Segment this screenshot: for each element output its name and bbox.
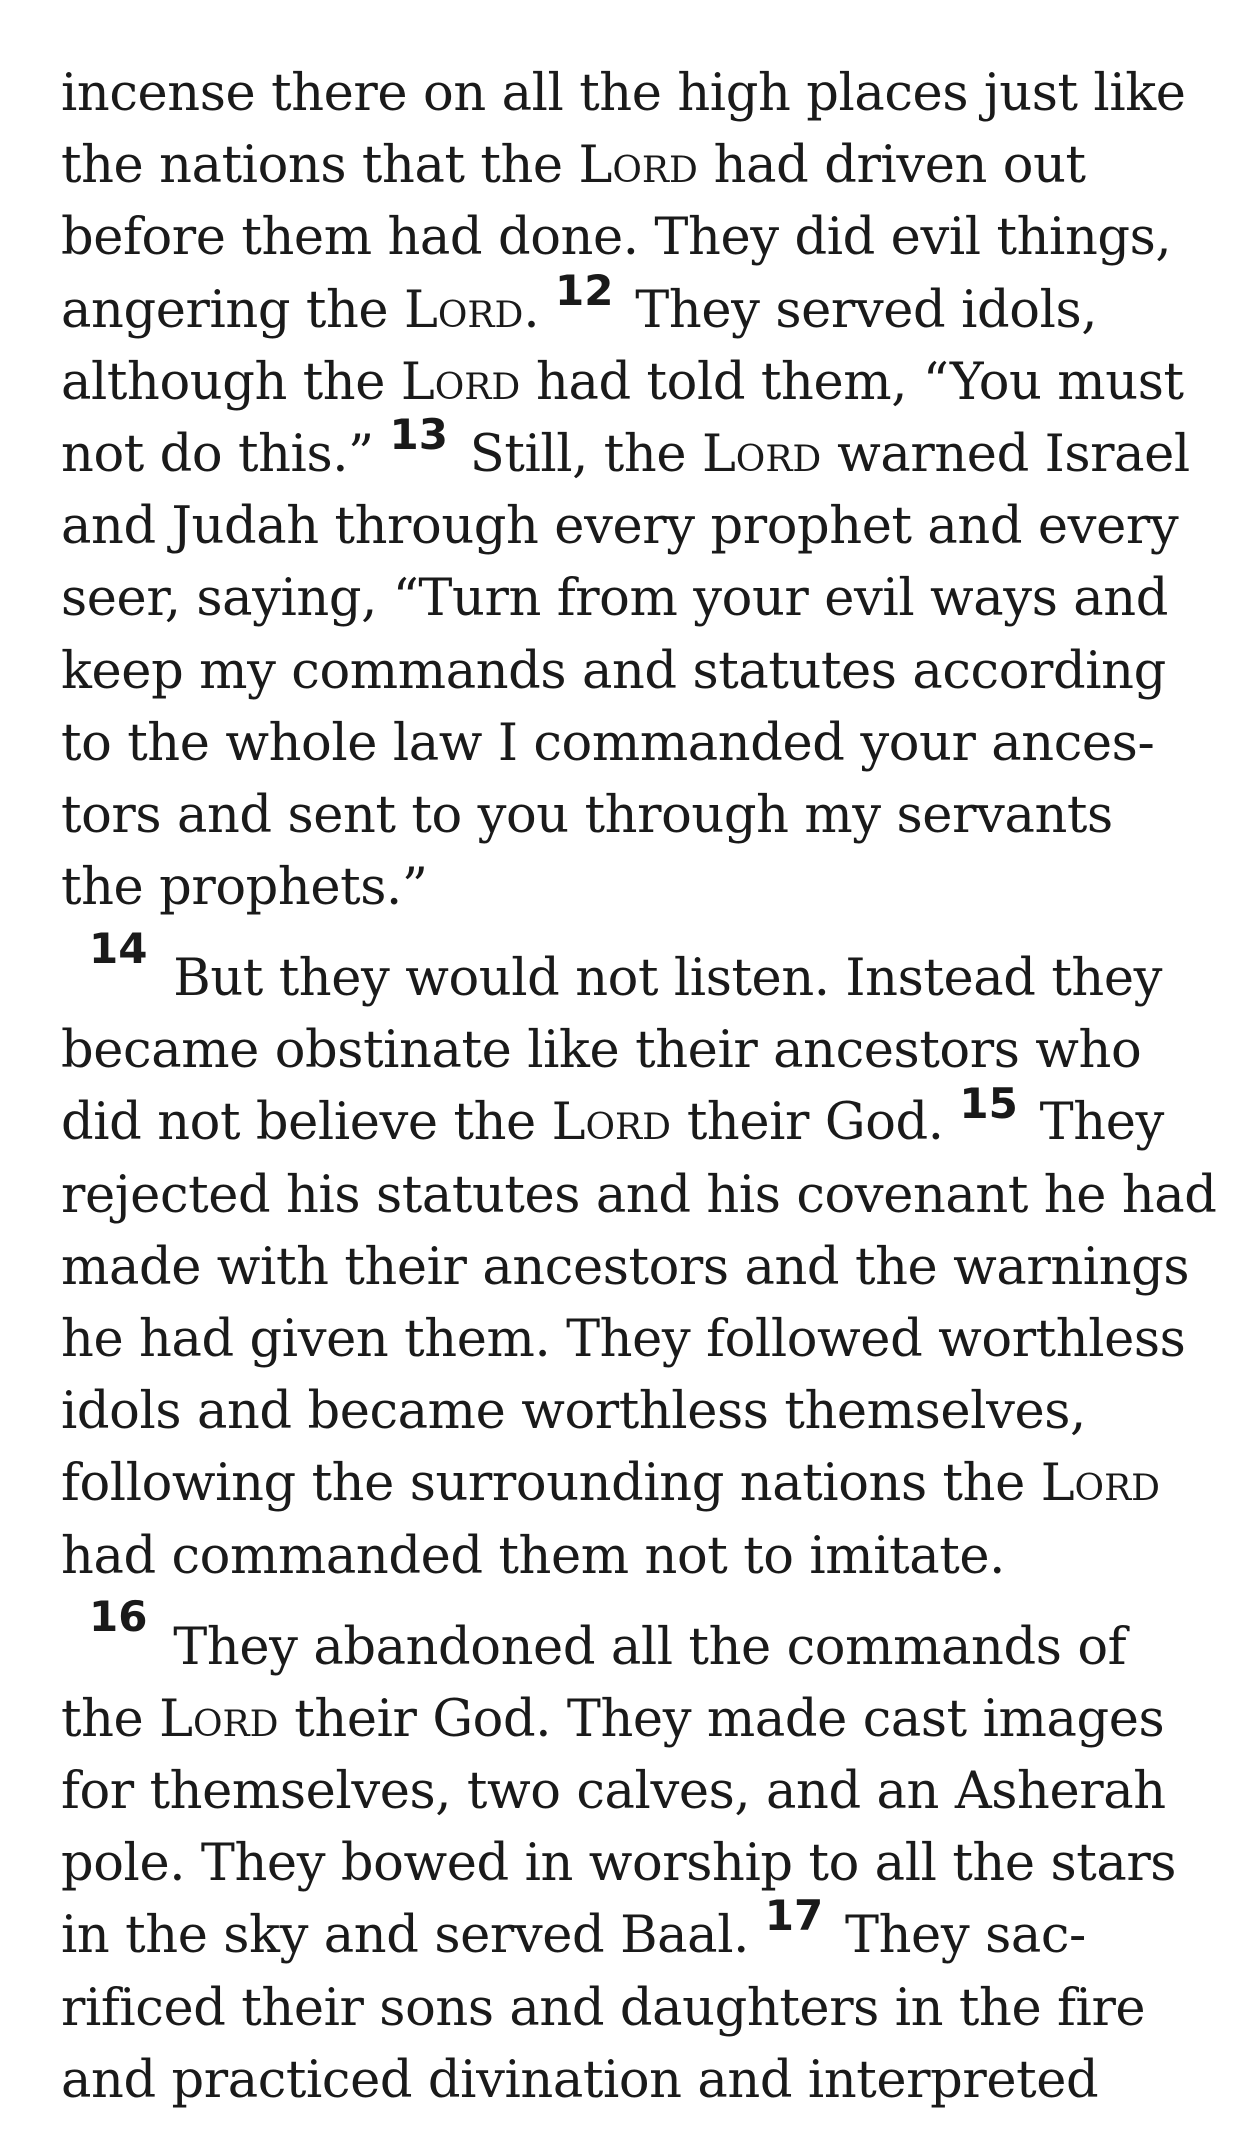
text-line bbox=[61, 1973, 1211, 2045]
verse-text: although the bbox=[61, 352, 401, 412]
verse-text: before them had done. They did evil things, bbox=[61, 208, 1172, 268]
verse-text: Still, the bbox=[454, 424, 702, 484]
verse-text: he had given them. They followed worthless bbox=[61, 1310, 1186, 1369]
verse-text: warned Israel bbox=[821, 424, 1190, 484]
divine-name: Lord bbox=[578, 136, 698, 196]
verse-text: had driven out bbox=[697, 136, 1086, 196]
text-line bbox=[61, 780, 1211, 852]
text-line bbox=[61, 708, 1211, 780]
text-line bbox=[61, 1521, 1211, 1593]
scripture-passage bbox=[61, 58, 1217, 2117]
verse-text: their God. bbox=[671, 1093, 960, 1153]
verse-text: the prophets.” bbox=[61, 858, 428, 918]
verse-text: for themselves, two calves, and an Asherah bbox=[61, 1761, 1166, 1821]
verse-text: They served idols, bbox=[619, 280, 1098, 340]
verse-text: their God. They made cast images bbox=[278, 1689, 1165, 1749]
text-line bbox=[61, 491, 1211, 563]
text-line bbox=[61, 1593, 1211, 1684]
verse-text: tors and sent to you through my servants bbox=[61, 785, 1113, 845]
text-line bbox=[61, 58, 1211, 130]
text-line bbox=[61, 563, 1211, 635]
verse-text: in the sky and served Baal. bbox=[61, 1906, 765, 1966]
verse-text: and Judah through every prophet and every bbox=[61, 497, 1179, 557]
divine-name: Lord bbox=[400, 352, 521, 412]
text-line bbox=[61, 1304, 1211, 1376]
verse-text: following the surrounding nations the bbox=[61, 1454, 1041, 1514]
verse-number: 15 bbox=[959, 1078, 1018, 1128]
text-line bbox=[61, 347, 1211, 419]
text-line bbox=[61, 130, 1211, 202]
verse-text: the nations that the bbox=[61, 136, 579, 196]
verse-text: . bbox=[523, 280, 555, 340]
text-line bbox=[61, 410, 1211, 491]
verse-text: idols and became worthless themselves, bbox=[61, 1382, 1086, 1442]
text-line bbox=[61, 1756, 1211, 1828]
text-line bbox=[61, 202, 1211, 274]
verse-text: seer, saying, “Turn from your evil ways and bbox=[61, 569, 1168, 629]
divine-name: Lord bbox=[1040, 1454, 1161, 1514]
text-line bbox=[61, 1684, 1211, 1756]
text-line bbox=[61, 265, 1211, 347]
text-line bbox=[61, 1828, 1211, 1900]
text-line bbox=[61, 1078, 1211, 1159]
text-line bbox=[61, 1891, 1211, 1972]
text-line bbox=[61, 1015, 1211, 1087]
verse-text: They abandoned all the commands of bbox=[157, 1617, 1127, 1677]
verse-text: made with their ancestors and the warnings bbox=[61, 1237, 1190, 1297]
verse-number: 17 bbox=[764, 1891, 824, 1941]
verse-text: rificed their sons and daughters in the fire bbox=[61, 1978, 1146, 2038]
verse-text: keep my commands and statutes according bbox=[61, 641, 1166, 701]
text-line bbox=[61, 1448, 1211, 1520]
verse-text: and practiced divination and interpreted bbox=[61, 2050, 1099, 2110]
text-line bbox=[61, 924, 1211, 1015]
text-line bbox=[61, 852, 1211, 924]
divine-name: Lord bbox=[701, 424, 822, 484]
verse-number: 14 bbox=[89, 923, 148, 973]
text-line bbox=[61, 1160, 1217, 1232]
text-line bbox=[61, 1232, 1211, 1304]
divine-name: Lord bbox=[404, 280, 524, 340]
verse-text: pole. They bowed in worship to all the stars bbox=[61, 1834, 1177, 1894]
text-line bbox=[61, 1376, 1211, 1448]
verse-text: had told them, “You must bbox=[520, 352, 1184, 412]
text-line bbox=[61, 2045, 1211, 2117]
verse-number: 13 bbox=[389, 410, 448, 460]
verse-text: became obstinate like their ancestors who bbox=[61, 1021, 1142, 1081]
verse-text: They bbox=[1023, 1093, 1164, 1153]
verse-text: the bbox=[61, 1689, 160, 1749]
verse-number: 12 bbox=[555, 265, 614, 315]
verse-text: not do this.” bbox=[61, 424, 390, 484]
verse-text: did not believe the bbox=[61, 1093, 552, 1153]
verse-text: But they would not listen. Instead they bbox=[157, 949, 1163, 1009]
divine-name: Lord bbox=[159, 1689, 279, 1749]
verse-text: incense there on all the high places just like bbox=[61, 64, 1186, 123]
verse-number: 16 bbox=[89, 1592, 148, 1641]
text-line bbox=[61, 636, 1211, 708]
verse-text: to the whole law I commanded your ances- bbox=[61, 713, 1155, 773]
verse-text: angering the bbox=[61, 280, 405, 340]
verse-text: rejected his statutes and his covenant he had bbox=[61, 1165, 1217, 1225]
verse-text: had commanded them not to imitate. bbox=[61, 1526, 1005, 1586]
verse-text: They sac- bbox=[829, 1906, 1086, 1966]
divine-name: Lord bbox=[551, 1093, 672, 1153]
